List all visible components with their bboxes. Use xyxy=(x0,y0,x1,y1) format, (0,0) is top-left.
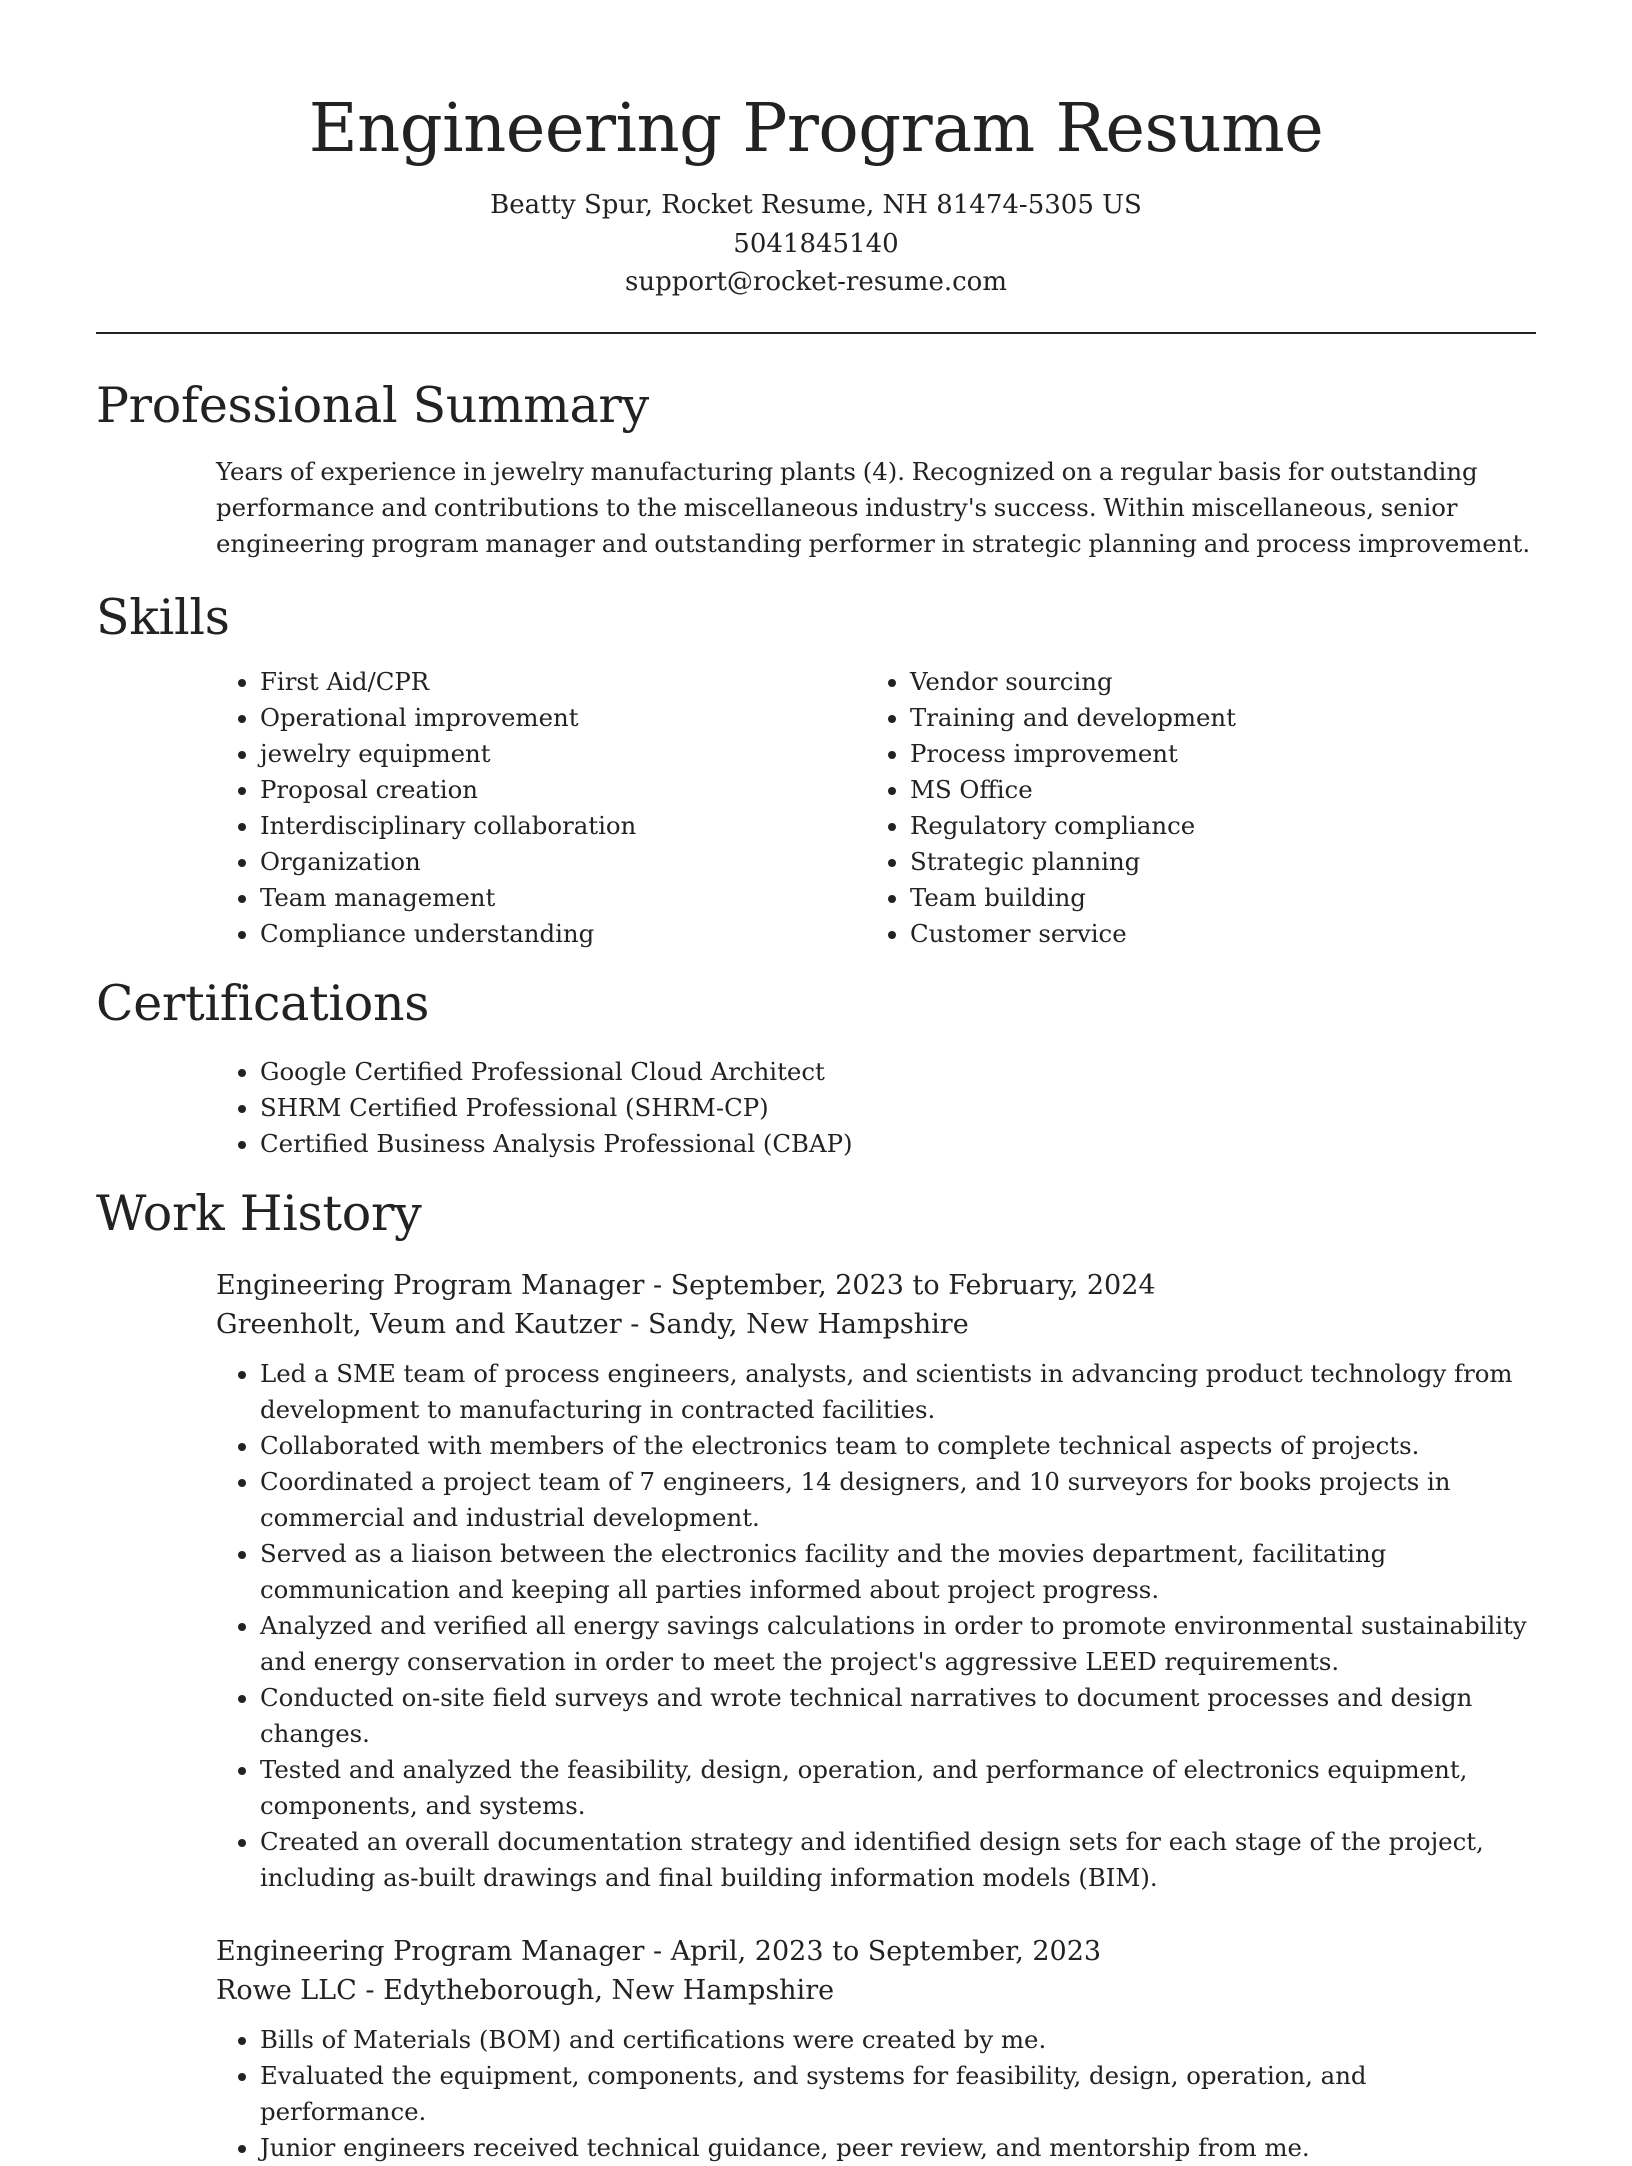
contact-address: Beatty Spur, Rocket Resume, NH 81474-5305 US xyxy=(490,190,1142,220)
job-title-line xyxy=(216,1266,1536,1305)
job-bullet: • Coordinated a project team of 7 engineers, 14 designers, and 10 surveyors for books projects in commercial and industrial development. xyxy=(260,1464,1536,1536)
job-title: Engineering Program Manager xyxy=(216,1935,645,1967)
job-entry xyxy=(216,1266,1536,1896)
certification-item: • Google Certified Professional Cloud Architect xyxy=(260,1054,1536,1090)
job-bullet: • Led a SME team of process engineers, analysts, and scientists in advancing product technology from development to manufacturing in contracted facilities. xyxy=(260,1356,1536,1428)
skill-item: • MS Office xyxy=(910,772,1516,808)
job-location: Sandy, New Hampshire xyxy=(647,1308,969,1340)
job-separator: - xyxy=(365,1974,375,2006)
job-title: Engineering Program Manager xyxy=(216,1269,645,1301)
summary-heading: Professional Summary xyxy=(96,376,649,434)
job-bullet: • Analyzed and verified all energy savings calculations in order to promote environmental sustainability and energy conservation in order to meet the project's aggressive LEED requirements. xyxy=(260,1608,1536,1680)
skills-heading: Skills xyxy=(96,588,230,646)
job-bullet: • Evaluated the equipment, components, and systems for feasibility, design, operation, and performance. xyxy=(260,2058,1536,2130)
job-bullet: • Conducted on-site field surveys and wrote technical narratives to document processes and design changes. xyxy=(260,1680,1536,1752)
resume-title: Engineering Program Resume xyxy=(308,89,1324,167)
skill-item: • Interdisciplinary collaboration xyxy=(260,808,866,844)
contact-email: support@rocket-resume.com xyxy=(624,267,1007,297)
job-bullets xyxy=(216,1356,1536,1896)
resume-page xyxy=(96,0,1536,2166)
job-entry xyxy=(216,1932,1536,2166)
skill-item: • Operational improvement xyxy=(260,700,866,736)
skill-item: • Regulatory compliance xyxy=(910,808,1516,844)
job-bullets xyxy=(216,2022,1536,2166)
skill-item: • First Aid/CPR xyxy=(260,664,866,700)
job-company-line xyxy=(216,1305,1536,1344)
work-history-heading: Work History xyxy=(96,1184,422,1242)
certifications-heading: Certifications xyxy=(96,974,430,1032)
skills-column-right xyxy=(866,664,1516,952)
job-dates: April, 2023 to September, 2023 xyxy=(670,1935,1102,1967)
skill-item: • Vendor sourcing xyxy=(910,664,1516,700)
certification-item: • Certified Business Analysis Professional (CBAP) xyxy=(260,1126,1536,1162)
certification-item: • SHRM Certified Professional (SHRM-CP) xyxy=(260,1090,1536,1126)
skill-item: • jewelry equipment xyxy=(260,736,866,772)
skill-item: • Strategic planning xyxy=(910,844,1516,880)
skill-item: • Organization xyxy=(260,844,866,880)
skill-item: • Customer service xyxy=(910,916,1516,952)
contact-block xyxy=(96,186,1536,302)
job-bullet: • Created an overall documentation strategy and identified design sets for each stage of the project, including as-built drawings and final building information models (BIM). xyxy=(260,1824,1536,1896)
certifications-list xyxy=(216,1054,1536,1162)
skills-column-left xyxy=(216,664,866,952)
job-separator: - xyxy=(630,1308,640,1340)
skill-item: • Team building xyxy=(910,880,1516,916)
skill-item: • Process improvement xyxy=(910,736,1516,772)
summary-text: Years of experience in jewelry manufacturing plants (4). Recognized on a regular basis for outstanding performance and contributions to the miscellaneous industry's success. Within miscellaneous, senior engineering program manager and outstanding performer in strategic planning and process improvement. xyxy=(216,456,1531,558)
skills-columns xyxy=(216,664,1536,952)
skill-item: • Compliance understanding xyxy=(260,916,866,952)
job-title-line xyxy=(216,1932,1536,1971)
skill-item: • Training and development xyxy=(910,700,1516,736)
job-bullet: • Collaborated with members of the electronics team to complete technical aspects of projects. xyxy=(260,1428,1536,1464)
job-company: Greenholt, Veum and Kautzer xyxy=(216,1308,622,1340)
job-dates: September, 2023 to February, 2024 xyxy=(670,1269,1156,1301)
job-separator: - xyxy=(652,1935,663,1967)
job-bullet: • Served as a liaison between the electronics facility and the movies department, facilitating communication and keeping all parties informed about project progress. xyxy=(260,1536,1536,1608)
job-company-line xyxy=(216,1971,1536,2010)
job-bullet: • Junior engineers received technical guidance, peer review, and mentorship from me. xyxy=(260,2130,1536,2166)
job-location: Edytheborough, New Hampshire xyxy=(383,1974,835,2006)
header-divider xyxy=(96,332,1536,334)
job-bullet: • Bills of Materials (BOM) and certifications were created by me. xyxy=(260,2022,1536,2058)
skill-item: • Proposal creation xyxy=(260,772,866,808)
job-separator: - xyxy=(652,1269,663,1301)
job-bullet: • Tested and analyzed the feasibility, design, operation, and performance of electronics equipment, components, and systems. xyxy=(260,1752,1536,1824)
job-company: Rowe LLC xyxy=(216,1974,357,2006)
contact-phone: 5041845140 xyxy=(733,228,899,259)
skill-item: • Team management xyxy=(260,880,866,916)
